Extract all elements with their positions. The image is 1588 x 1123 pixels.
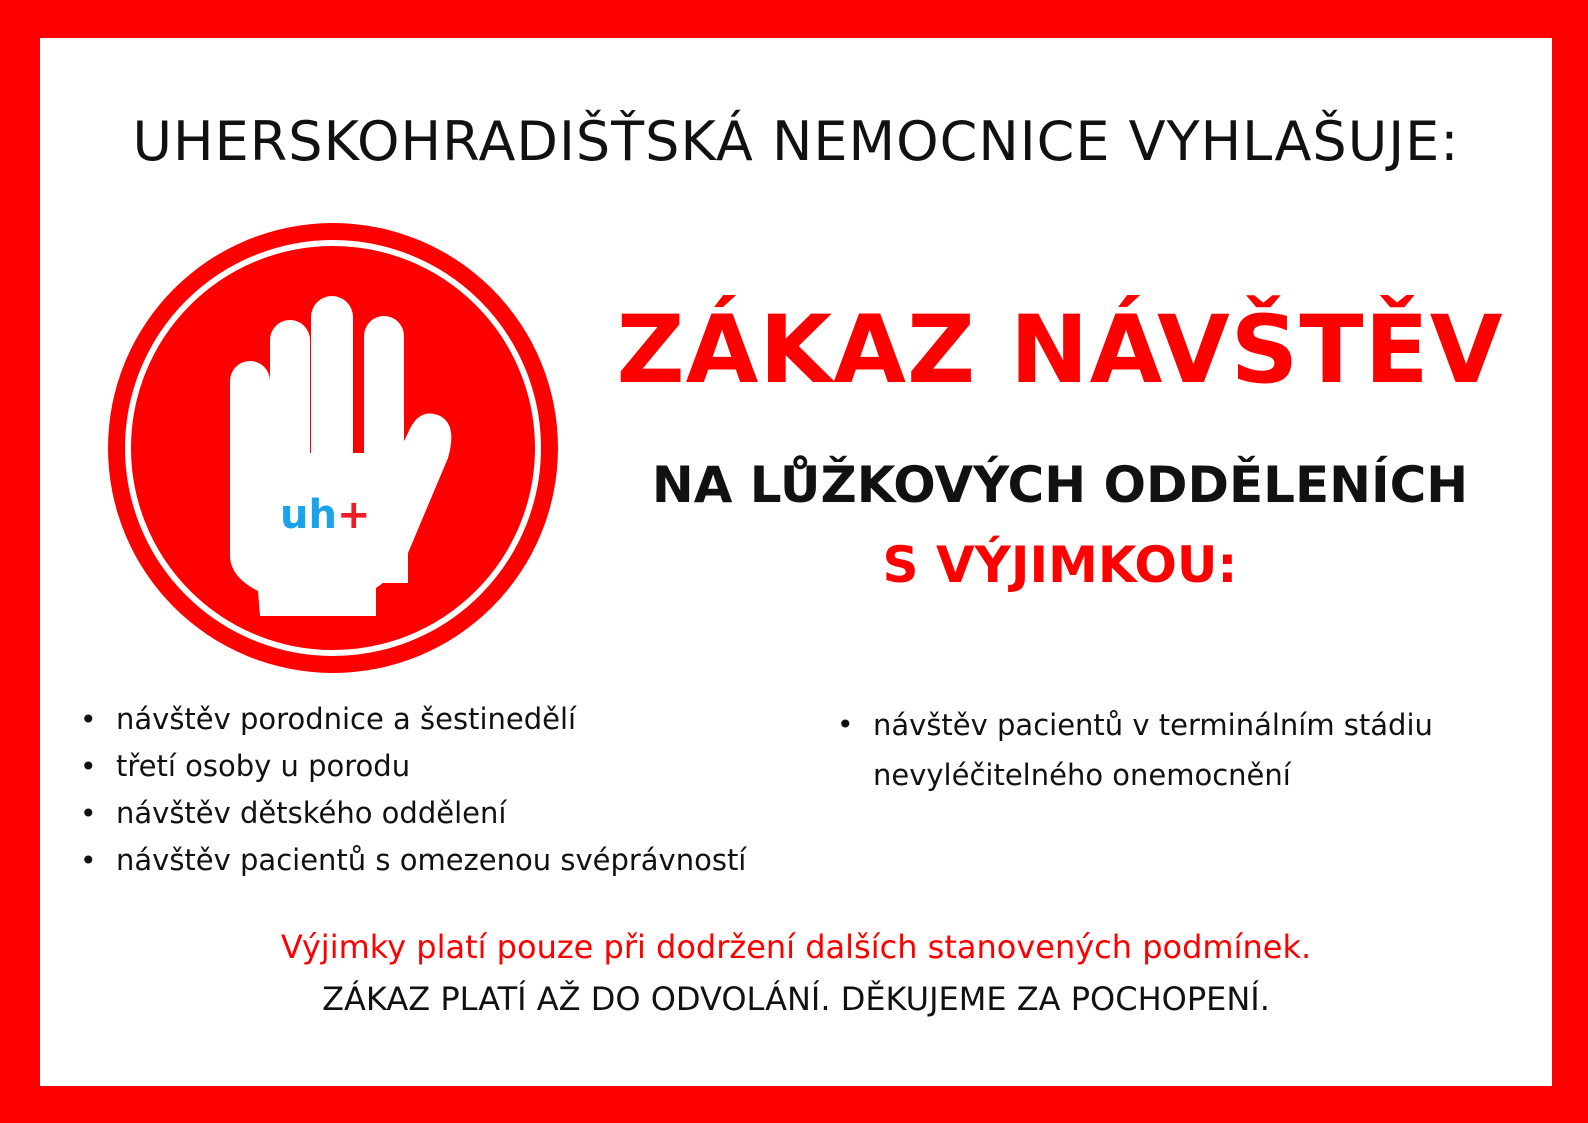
exceptions-list-left [78,696,746,884]
list-item [78,837,746,884]
list-item-text: třetí osoby u porodu [116,749,411,783]
list-item [835,700,1473,800]
logo-plus-text: + [336,492,371,538]
list-item-text: návštěv dětského oddělení [116,796,507,830]
bullet-icon: • [80,750,97,783]
logo-uh-text: uh [280,492,337,538]
bullet-icon: • [80,797,97,830]
list-item-text: návštěv pacientů s omezenou svéprávností [116,843,747,877]
bullet-icon: • [837,708,854,741]
list-item [78,743,746,790]
headline-exception: S VÝJIMKOU: [882,536,1238,594]
list-item [78,790,746,837]
footer-closing: ZÁKAZ PLATÍ AŽ DO ODVOLÁNÍ. DĚKUJEME ZA POCHOPENÍ. [322,980,1270,1018]
exceptions-list-right [835,700,1473,800]
notice-header: UHERSKOHRADIŠŤSKÁ NEMOCNICE VYHLAŠUJE: [132,110,1460,173]
footer-note: Výjimky platí pouze při dodržení dalších stanovených podmínek. [280,928,1312,966]
bullet-icon: • [80,703,97,736]
list-item-text: návštěv porodnice a šestinedělí [116,702,577,736]
svg-text:uh+ [280,492,370,538]
bullet-icon: • [80,844,97,877]
headline-sub: NA LŮŽKOVÝCH ODDĚLENÍCH [651,456,1469,514]
headline-main: ZÁKAZ NÁVŠTĚV [616,296,1504,405]
list-item-text: návštěv pacientů v terminálním stádiu nevyléčitelného onemocnění [873,708,1433,792]
list-item [78,696,746,743]
notice-sheet [40,38,1552,1086]
stop-hand-icon [108,223,558,673]
